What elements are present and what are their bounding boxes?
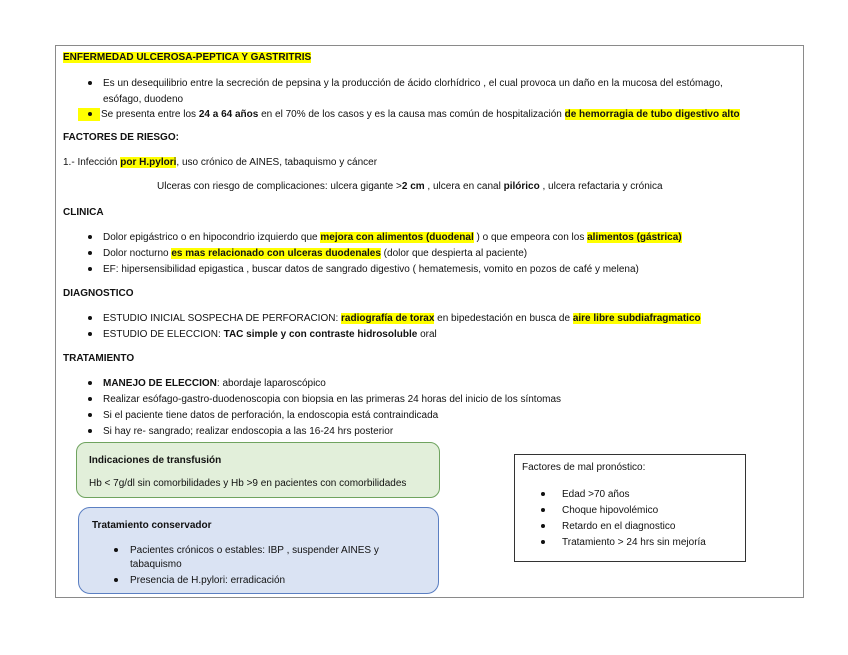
section-heading-clinica: CLINICA [63,207,104,218]
intro-bullet-1: Es un desequilibrio entre la secreción de pepsina y la producción de ácido clorhídrico , el cual provoca un daño en la mucosa del estómago, [103,78,723,89]
bullet-icon [541,492,545,496]
diagnostico-bullet-1: ESTUDIO INICIAL SOSPECHA DE PERFORACION: radiografía de torax en bipedestación en busca de aire libre subdiafragmatico [103,313,701,324]
pronostico-item: Retardo en el diagnostico [562,521,676,532]
clinica-bullet-3: EF: hipersensibilidad epigastica , buscar datos de sangrado digestivo ( hematemesis, vomito en pozos de café y melena) [103,264,639,275]
bullet-icon [88,112,92,116]
intro-bullet-1-cont: esófago, duodeno [103,94,184,105]
bullet-icon [88,316,92,320]
diagnostico-bullet-2: ESTUDIO DE ELECCION: TAC simple y con contraste hidrosoluble oral [103,329,437,340]
bullet-icon [88,413,92,417]
bullet-icon [541,524,545,528]
section-heading-riesgo: FACTORES DE RIESGO: [63,132,179,143]
conservador-bullet-1: Pacientes crónicos o estables: IBP , suspender AINES y [130,545,379,556]
bullet-icon [88,81,92,85]
riesgo-line-2: Ulceras con riesgo de complicaciones: ulcera gigante >2 cm , ulcera en canal pilórico , ulcera refactaria y crónica [157,181,663,192]
bullet-icon [541,508,545,512]
bullet-icon [88,332,92,336]
bullet-icon [114,578,118,582]
conservador-heading: Tratamiento conservador [92,520,212,531]
bullet-icon [88,267,92,271]
transfusion-heading: Indicaciones de transfusión [89,455,222,466]
tratamiento-bullet-4: Si hay re- sangrado; realizar endoscopia a las 16-24 hrs posterior [103,426,394,437]
clinica-bullet-1: Dolor epigástrico o en hipocondrio izquierdo que mejora con alimentos (duodenal ) o que empeora con los alimentos (gástrica) [103,232,682,243]
bullet-icon [88,251,92,255]
bullet-icon [88,235,92,239]
conservador-bullet-2: Presencia de H.pylori: erradicación [130,575,286,586]
pronostico-item: Choque hipovolémico [562,505,659,516]
bullet-icon [88,397,92,401]
bullet-icon [541,540,545,544]
conservador-bullet-1-cont: tabaquismo [130,559,182,570]
page-title: ENFERMEDAD ULCEROSA-PEPTICA Y GASTRITRIS [63,52,312,63]
pronostico-heading: Factores de mal pronóstico: [522,462,646,473]
bullet-icon [88,429,92,433]
tratamiento-bullet-3: Si el paciente tiene datos de perforación, la endoscopia está contraindicada [103,410,439,421]
intro-bullet-2: Se presenta entre los 24 a 64 años en el 70% de los casos y es la causa mas común de hospitalización de hemorragia de tubo digestivo alto [101,109,740,120]
bullet-icon [88,381,92,385]
section-heading-tratamiento: TRATAMIENTO [63,353,135,364]
transfusion-text: Hb < 7g/dl sin comorbilidades y Hb >9 en pacientes con comorbilidades [89,478,407,489]
tratamiento-bullet-1: MANEJO DE ELECCION: abordaje laparoscópico [103,378,326,389]
tratamiento-bullet-2: Realizar esófago-gastro-duodenoscopia con biopsia en las primeras 24 horas del inicio de los síntomas [103,394,562,405]
pronostico-item: Edad >70 años [562,489,630,500]
section-heading-diagnostico: DIAGNOSTICO [63,288,134,299]
bullet-icon [114,548,118,552]
riesgo-line-1: 1.- Infección por H.pylori, uso crónico de AINES, tabaquismo y cáncer [63,157,378,168]
pronostico-item: Tratamiento > 24 hrs sin mejoría [562,537,706,548]
clinica-bullet-2: Dolor nocturno es mas relacionado con ulceras duodenales (dolor que despierta al paciente) [103,248,528,259]
